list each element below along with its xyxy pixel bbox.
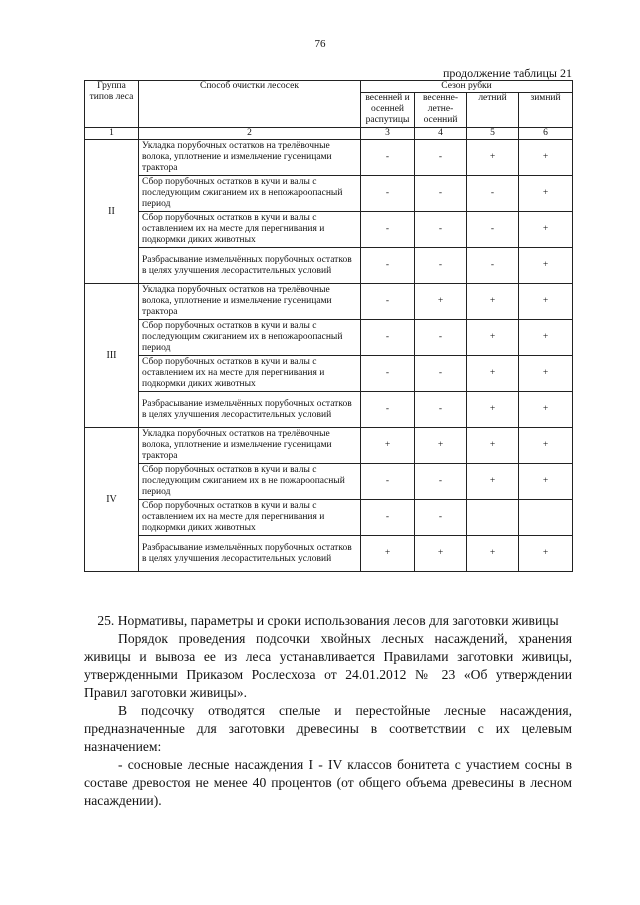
season-mark: + (361, 428, 415, 464)
forest-type-group: IV (85, 428, 139, 572)
season-mark: - (361, 140, 415, 176)
table-row (85, 212, 573, 248)
table-row (85, 248, 573, 284)
season-mark: - (415, 320, 467, 356)
season-mark: - (361, 212, 415, 248)
season-mark: - (361, 464, 415, 500)
cleaning-method: Сбор порубочных остатков в кучи и валы с оставлением их на месте для перегнивания и подкормки диких животных (139, 500, 361, 536)
season-mark: - (361, 392, 415, 428)
table-row (85, 320, 573, 356)
header-method: Способ очистки лесосек (139, 81, 361, 128)
header-group: Группа типов леса (85, 81, 139, 128)
season-mark: + (519, 176, 573, 212)
season-mark: + (519, 356, 573, 392)
section-heading: 25. Нормативы, параметры и сроки использования лесов для заготовки живицы (97, 613, 559, 628)
season-mark: - (467, 248, 519, 284)
cleaning-method: Сбор порубочных остатков в кучи и валы с оставлением их на месте для перегнивания и подкормки диких животных (139, 356, 361, 392)
season-mark: + (467, 284, 519, 320)
season-mark: + (467, 536, 519, 572)
season-mark: + (519, 464, 573, 500)
forest-type-group: III (85, 284, 139, 428)
cleaning-method: Сбор порубочных остатков в кучи и валы с оставлением их на месте для перегнивания и подкормки диких животных (139, 212, 361, 248)
season-mark: + (519, 320, 573, 356)
column-number: 4 (415, 128, 467, 140)
season-mark: - (415, 212, 467, 248)
paragraph: В подсочку отводятся спелые и перестойные лесные насаждения, предназначенные для заготовки древесины в соответствии с их целевым назначением: (84, 703, 572, 754)
cleaning-method: Сбор порубочных остатков в кучи и валы с последующим сжиганием их в не пожароопасный период (139, 464, 361, 500)
season-mark: + (467, 356, 519, 392)
season-mark: - (415, 356, 467, 392)
cleaning-method: Сбор порубочных остатков в кучи и валы с последующим сжиганием их в непожароопасный период (139, 176, 361, 212)
season-mark: + (467, 464, 519, 500)
season-mark: + (519, 284, 573, 320)
season-mark: + (467, 320, 519, 356)
paragraph: Порядок проведения подсочки хвойных лесных насаждений, хранения живицы и вывоза ее из леса устанавливается Правилами заготовки живицы, утвержденными Приказом Рослесхоза от 24.01.2012 № 23 «Об утверждении Правил заготовки живицы». (84, 631, 572, 700)
table-caption: продолжение таблицы 21 (442, 66, 572, 80)
column-number: 5 (467, 128, 519, 140)
season-mark: + (519, 536, 573, 572)
table-row (85, 176, 573, 212)
column-number: 3 (361, 128, 415, 140)
season-mark: + (519, 392, 573, 428)
header-season-spring-summer-autumn: весенне-летне-осенний (415, 93, 467, 128)
season-mark: - (361, 356, 415, 392)
season-mark: - (415, 140, 467, 176)
table-row (85, 464, 573, 500)
season-mark: + (467, 428, 519, 464)
season-mark (467, 500, 519, 536)
season-mark: + (415, 536, 467, 572)
season-mark: - (361, 320, 415, 356)
cleaning-methods-table (84, 80, 573, 572)
table-row (85, 356, 573, 392)
column-number-row (85, 128, 573, 140)
section-text (84, 612, 572, 810)
column-number: 6 (519, 128, 573, 140)
cleaning-method: Укладка порубочных остатков на трелёвочные волока, уплотнение и измельчение гусеницами трактора (139, 428, 361, 464)
cleaning-method: Разбрасывание измельчённых порубочных остатков в целях улучшения лесорастительных условий (139, 392, 361, 428)
header-season: Сезон рубки (361, 81, 573, 93)
season-mark: - (361, 176, 415, 212)
season-mark: + (519, 248, 573, 284)
season-mark: + (519, 140, 573, 176)
table-row (85, 392, 573, 428)
season-mark: - (415, 464, 467, 500)
season-mark: + (361, 536, 415, 572)
cleaning-method: Разбрасывание измельчённых порубочных остатков в целях улучшения лесорастительных условий (139, 536, 361, 572)
cleaning-method: Укладка порубочных остатков на трелёвочные волока, уплотнение и измельчение гусеницами трактора (139, 284, 361, 320)
page-number: 76 (314, 38, 326, 50)
season-mark: + (467, 140, 519, 176)
table-row (85, 500, 573, 536)
season-mark: + (519, 428, 573, 464)
column-number: 2 (139, 128, 361, 140)
season-mark: - (467, 212, 519, 248)
paragraph: - сосновые лесные насаждения I - IV классов бонитета с участием сосны в составе древостоя не менее 40 процентов (от общего объема древесины в лесном насаждении). (84, 757, 572, 808)
header-season-summer: летний (467, 93, 519, 128)
cleaning-method: Разбрасывание измельчённых порубочных остатков в целях улучшения лесорастительных условий (139, 248, 361, 284)
season-mark: - (361, 284, 415, 320)
season-mark: + (415, 428, 467, 464)
header-season-spring-autumn: весенней и осенней распутицы (361, 93, 415, 128)
table-row (85, 284, 573, 320)
cleaning-method: Сбор порубочных остатков в кучи и валы с последующим сжиганием их в непожароопасный период (139, 320, 361, 356)
season-mark: - (415, 392, 467, 428)
season-mark: + (467, 392, 519, 428)
season-mark: + (519, 212, 573, 248)
table-row (85, 428, 573, 464)
season-mark: - (361, 248, 415, 284)
season-mark: - (415, 176, 467, 212)
season-mark: - (467, 176, 519, 212)
forest-type-group: II (85, 140, 139, 284)
season-mark (519, 500, 573, 536)
season-mark: - (415, 500, 467, 536)
season-mark: - (361, 500, 415, 536)
cleaning-method: Укладка порубочных остатков на трелёвочные волока, уплотнение и измельчение гусеницами трактора (139, 140, 361, 176)
header-season-winter: зимний (519, 93, 573, 128)
column-number: 1 (85, 128, 139, 140)
season-mark: + (415, 284, 467, 320)
table-row (85, 536, 573, 572)
table-header-row (85, 81, 573, 93)
table-row (85, 140, 573, 176)
season-mark: - (415, 248, 467, 284)
